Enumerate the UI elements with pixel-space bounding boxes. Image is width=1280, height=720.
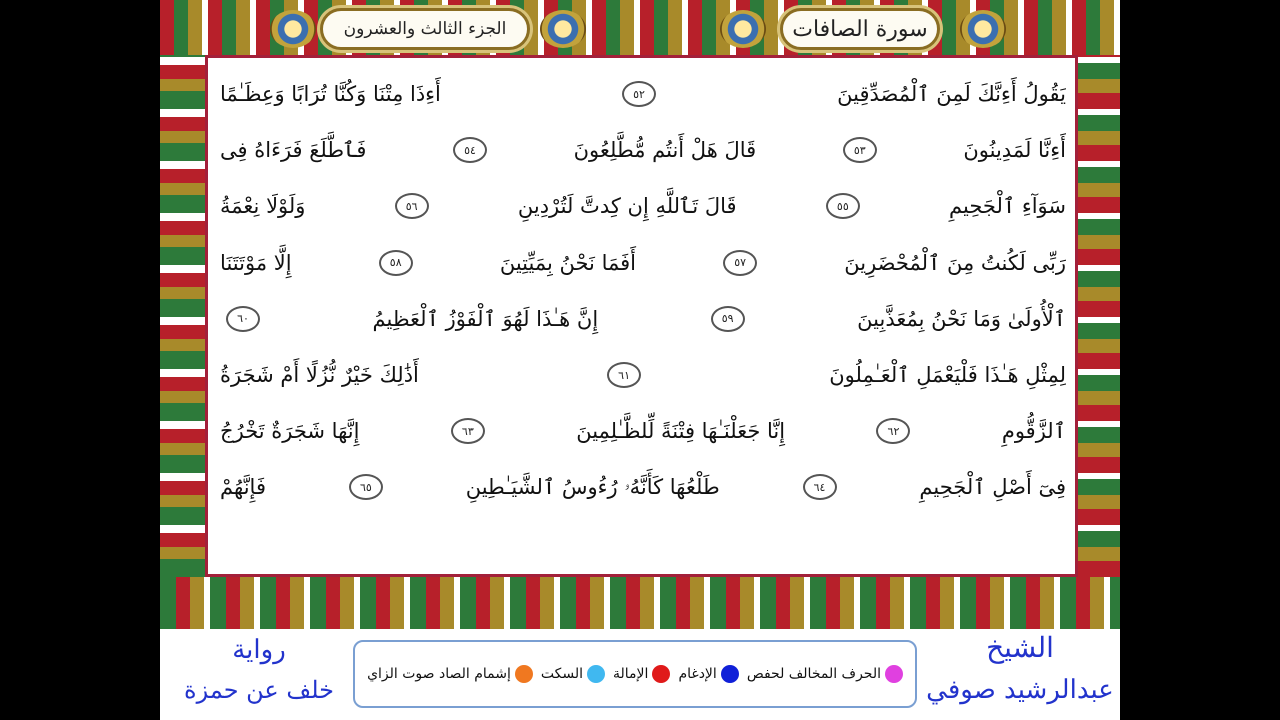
ornamental-border-right <box>1078 55 1120 577</box>
ayah-number-marker: ٦٤ <box>803 474 837 500</box>
ayah-number-marker: ٦٥ <box>349 474 383 500</box>
verse-line <box>220 347 1066 403</box>
verse-line <box>220 66 1066 122</box>
legend-color-dot <box>721 665 739 683</box>
verse-line <box>220 122 1066 178</box>
legend-item <box>613 665 670 683</box>
ayah-number-marker: ٥٣ <box>843 137 877 163</box>
ayah-number-marker: ٥٩ <box>711 306 745 332</box>
ayah-number-marker: ٦٣ <box>451 418 485 444</box>
color-legend <box>353 640 917 708</box>
mushaf-page <box>160 0 1120 720</box>
legend-color-dot <box>885 665 903 683</box>
ayah-number-marker: ٥٨ <box>379 250 413 276</box>
ornament-medallion <box>540 10 586 48</box>
legend-color-dot <box>587 665 605 683</box>
verse-line <box>220 291 1066 347</box>
riwaya-name: خلف عن حمزة <box>184 676 334 704</box>
verse-text: أَذَٰلِكَ خَيْرٌ نُّزُلًا أَمْ شَجَرَةُ <box>220 363 419 388</box>
quran-text <box>220 66 1066 572</box>
surah-title: سورة الصافات <box>780 8 940 50</box>
verse-text: يَقُولُ أَءِنَّكَ لَمِنَ ٱلْمُصَدِّقِينَ <box>837 82 1066 107</box>
ayah-number-marker: ٥٢ <box>622 81 656 107</box>
legend-item <box>747 665 903 683</box>
ayah-number-marker: ٦١ <box>607 362 641 388</box>
ayah-number-marker: ٥٦ <box>395 193 429 219</box>
ayah-number-marker: ٦٠ <box>226 306 260 332</box>
verse-line <box>220 403 1066 459</box>
legend-label: الإدغام <box>678 666 717 682</box>
legend-item <box>541 665 605 683</box>
verse-text: قَالَ هَلْ أَنتُم مُّطَّلِعُونَ <box>573 138 757 163</box>
verse-text: طَلْعُهَا كَأَنَّهُۥ رُءُوسُ ٱلشَّيَـٰطِينِ <box>465 474 720 499</box>
verse-text: قَالَ تَٱللَّهِ إِن كِدتَّ لَتُرْدِينِ <box>517 194 737 219</box>
ornamental-border-bottom <box>160 577 1120 629</box>
legend-color-dot <box>515 665 533 683</box>
juz-title: الجزء الثالث والعشرون <box>320 8 530 50</box>
ornament-medallion <box>270 10 316 48</box>
legend-item <box>678 665 738 683</box>
riwaya-label: رواية <box>232 635 286 665</box>
verse-text: إِنَّا جَعَلْنَـٰهَا فِتْنَةً لِّلظَّـٰلِمِينَ <box>576 419 786 444</box>
legend-label: الإمالة <box>613 666 649 682</box>
legend-label: إشمام الصاد صوت الزاي <box>367 666 511 682</box>
verse-text: إِلَّا مَوْتَتَنَا <box>220 250 292 275</box>
verse-text: سَوَآءِ ٱلْجَحِيمِ <box>949 194 1066 219</box>
verse-text: ٱلْأُولَىٰ وَمَا نَحْنُ بِمُعَذَّبِينَ <box>857 306 1066 331</box>
verse-text: لِمِثْلِ هَـٰذَا فَلْيَعْمَلِ ٱلْعَـٰمِلُونَ <box>829 363 1066 388</box>
ornament-medallion <box>960 10 1006 48</box>
legend-label: السكت <box>540 666 584 682</box>
verse-text: وَلَوْلَا نِعْمَةُ <box>220 194 306 219</box>
ayah-number-marker: ٦٢ <box>876 418 910 444</box>
verse-line <box>220 235 1066 291</box>
verse-text: إِنَّهَا شَجَرَةٌ تَخْرُجُ <box>220 419 360 444</box>
verse-line <box>220 178 1066 234</box>
reciter-title: الشيخ <box>986 631 1054 664</box>
reciter-credit <box>920 628 1120 718</box>
verse-line <box>220 459 1066 515</box>
verse-text: فَإِنَّهُمْ <box>220 475 266 500</box>
riwaya-credit <box>165 630 353 718</box>
verse-text: أَءِذَا مِتْنَا وَكُنَّا تُرَابًا وَعِظَـٰمًا <box>220 82 441 107</box>
ayah-number-marker: ٥٤ <box>453 137 487 163</box>
verse-text: فِىٓ أَصْلِ ٱلْجَحِيمِ <box>919 475 1066 500</box>
reciter-name: عبدالرشيد صوفي <box>926 675 1114 705</box>
legend-color-dot <box>652 665 670 683</box>
verse-text: رَبِّى لَكُنتُ مِنَ ٱلْمُحْضَرِينَ <box>844 250 1066 275</box>
verse-text: أَفَمَا نَحْنُ بِمَيِّتِينَ <box>499 250 636 275</box>
legend-item <box>367 665 533 683</box>
verse-text: أَءِنَّا لَمَدِينُونَ <box>963 138 1066 163</box>
ornament-medallion <box>720 10 766 48</box>
ornamental-border-left <box>160 55 205 577</box>
verse-text: إِنَّ هَـٰذَا لَهُوَ ٱلْفَوْزُ ٱلْعَظِيمُ <box>372 306 599 331</box>
legend-label: الحرف المخالف لحفص <box>746 666 881 682</box>
ayah-number-marker: ٥٥ <box>826 193 860 219</box>
ayah-number-marker: ٥٧ <box>723 250 757 276</box>
verse-text: ٱلزَّقُّومِ <box>1001 419 1066 444</box>
verse-text: فَٱطَّلَعَ فَرَءَاهُ فِى <box>220 138 367 163</box>
